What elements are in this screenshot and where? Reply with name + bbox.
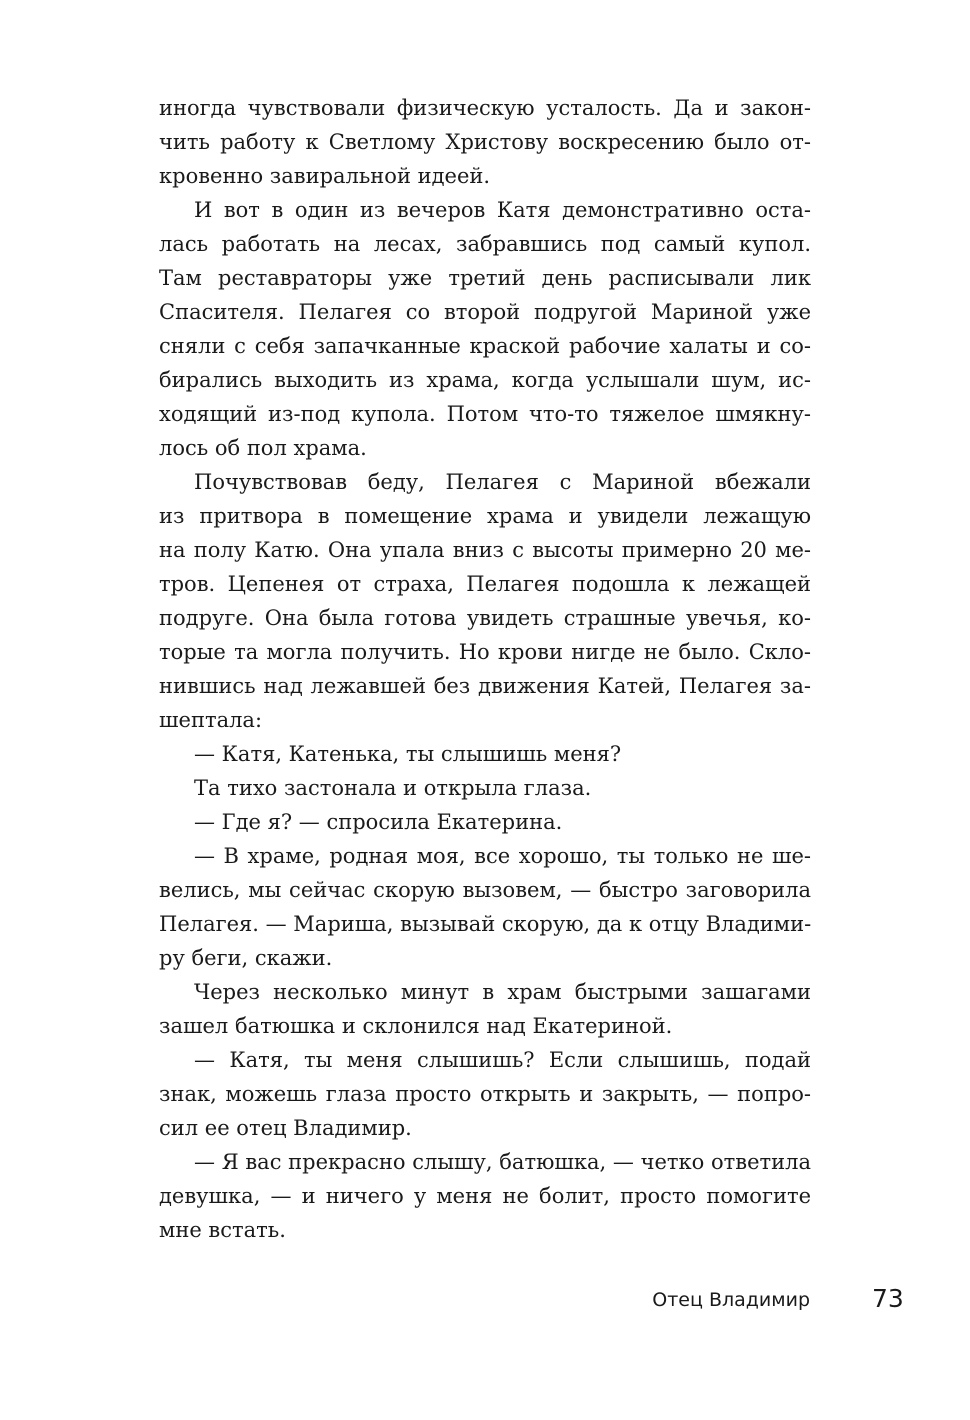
text-line: — Катя, ты меня слышишь? Если слышишь, подай (194, 1048, 811, 1072)
text-line: ру беги, скажи. (159, 946, 333, 970)
text-line: бирались выходить из храма, когда услышали шум, ис- (159, 368, 811, 392)
text-line: лась работать на лесах, забравшись под самый купол. (159, 232, 811, 256)
running-title: Отец Владимир (652, 1289, 810, 1311)
text-line: — Катя, Катенька, ты слышишь меня? (194, 742, 622, 766)
text-line: Там реставраторы уже третий день расписывали лик (159, 266, 811, 290)
text-line: Почувствовав беду, Пелагея с Мариной вбежали (194, 470, 811, 494)
text-line: Через несколько минут в храм быстрыми зашагами (194, 980, 811, 1004)
text-line: — Я вас прекрасно слышу, батюшка, — четко ответила (194, 1150, 811, 1174)
page-number: 73 (872, 1284, 904, 1313)
text-line: И вот в один из вечеров Катя демонстративно оста- (194, 198, 811, 222)
text-line: мне встать. (159, 1218, 286, 1242)
text-line: зашел батюшка и склонился над Екатериной. (159, 1014, 673, 1038)
text-line: торые та могла получить. Но крови нигде не было. Скло- (159, 640, 811, 664)
body-text (159, 91, 811, 1247)
text-line: нившись над лежавшей без движения Катей, Пелагея за- (159, 674, 811, 698)
text-line: из притвора в помещение храма и увидели лежащую (159, 504, 811, 528)
text-line: ходящий из-под купола. Потом что-то тяжелое шмякну- (159, 402, 811, 426)
text-line: — Где я? — спросила Екатерина. (194, 810, 563, 834)
text-line: Пелагея. — Мариша, вызывай скорую, да к отцу Владими- (159, 912, 812, 936)
text-line: на полу Катю. Она упала вниз с высоты примерно 20 ме- (159, 538, 811, 562)
text-line: знак, можешь глаза просто открыть и закрыть, — попро- (159, 1082, 811, 1106)
text-line: Та тихо застонала и открыла глаза. (194, 776, 592, 800)
text-line: — В храме, родная моя, все хорошо, ты только не ше- (194, 844, 811, 868)
text-line: тров. Цепенея от страха, Пелагея подошла к лежащей (159, 572, 811, 596)
text-line: сняли с себя запачканные краской рабочие халаты и со- (159, 334, 811, 358)
text-line: чить работу к Светлому Христову воскресению было от- (159, 130, 811, 154)
text-line: шептала: (159, 708, 263, 732)
text-line: лось об пол храма. (159, 436, 367, 460)
text-line: девушка, — и ничего у меня не болит, просто помогите (159, 1184, 811, 1208)
text-line: иногда чувствовали физическую усталость. Да и закон- (159, 96, 811, 120)
text-line: подруге. Она была готова увидеть страшные увечья, ко- (159, 606, 811, 630)
text-line: сил ее отец Владимир. (159, 1116, 412, 1140)
text-line: велись, мы сейчас скорую вызовем, — быстро заговорила (159, 878, 811, 902)
text-line: Спасителя. Пелагея со второй подругой Мариной уже (159, 300, 811, 324)
text-line: кровенно завиральной идеей. (159, 164, 491, 188)
